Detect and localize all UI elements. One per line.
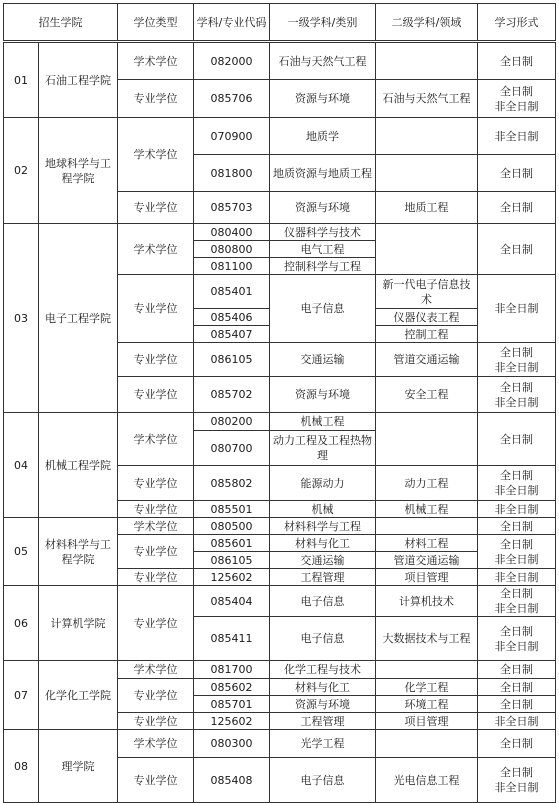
college-number: 04 [4,413,39,518]
mode-cell: 非全日制 [478,275,556,343]
header-college: 招生学院 [4,4,118,42]
level2-cell: 管道交通运输 [376,552,478,569]
degree-type-cell: 专业学位 [118,343,194,377]
level2-cell: 动力工程 [376,466,478,501]
college-name: 材料科学与工程学院 [39,518,118,586]
code-cell: 125602 [194,569,270,586]
code-cell: 085408 [194,758,270,803]
level2-cell: 化学工程 [376,679,478,696]
admissions-table [3,3,556,803]
mode-cell: 全日制 非全日制 [478,758,556,803]
code-cell: 080800 [194,241,270,258]
level2-cell: 机械工程 [376,501,478,518]
mode-cell: 非全日制 [478,118,556,155]
level1-cell: 资源与环境 [270,377,376,413]
level1-cell: 石油与天然气工程 [270,42,376,80]
level1-cell: 光学工程 [270,730,376,758]
mode-cell: 全日制 [478,155,556,192]
level1-cell: 资源与环境 [270,192,376,224]
mode-cell: 全日制 非全日制 [478,535,556,569]
level2-cell: 光电信息工程 [376,758,478,803]
degree-type-cell: 专业学位 [118,679,194,713]
table-row [4,586,556,617]
level1-cell: 交通运输 [270,343,376,377]
code-cell: 125602 [194,713,270,730]
mode-cell: 全日制 [478,661,556,679]
college-name: 石油工程学院 [39,42,118,118]
code-cell: 085703 [194,192,270,224]
header-level2: 二级学科/领域 [376,4,478,42]
code-cell: 086105 [194,343,270,377]
level1-cell: 电子信息 [270,586,376,617]
level1-cell: 电子信息 [270,617,376,661]
degree-type-cell: 专业学位 [118,275,194,343]
mode-cell: 全日制 非全日制 [478,466,556,501]
mode-cell: 非全日制 [478,569,556,586]
code-cell: 085411 [194,617,270,661]
level1-cell: 交通运输 [270,552,376,569]
level2-cell [376,413,478,466]
code-cell: 085401 [194,275,270,309]
level2-cell: 地质工程 [376,192,478,224]
table-row [4,661,556,679]
level2-cell: 管道交通运输 [376,343,478,377]
mode-cell: 非全日制 [478,501,556,518]
code-cell: 085404 [194,586,270,617]
code-cell: 080300 [194,730,270,758]
level1-cell: 工程管理 [270,569,376,586]
degree-type-cell: 学术学位 [118,518,194,535]
college-name: 地球科学与工程学院 [39,118,118,224]
level1-cell: 能源动力 [270,466,376,501]
college-number: 05 [4,518,39,586]
table-row [4,224,556,241]
level1-cell: 地质资源与地质工程 [270,155,376,192]
code-cell: 070900 [194,118,270,155]
level2-cell [376,118,478,155]
level2-cell [376,224,478,275]
mode-cell: 全日制 [478,696,556,713]
mode-cell: 全日制 [478,518,556,535]
college-name: 化学化工学院 [39,661,118,730]
header-mode: 学习形式 [478,4,556,42]
table-row [4,42,556,80]
level1-cell: 电子信息 [270,758,376,803]
code-cell: 085406 [194,309,270,326]
level2-cell: 石油与天然气工程 [376,80,478,118]
level2-cell [376,155,478,192]
degree-type-cell: 专业学位 [118,80,194,118]
degree-type-cell: 专业学位 [118,501,194,518]
mode-cell: 全日制 非全日制 [478,377,556,413]
level1-cell: 化学工程与技术 [270,661,376,679]
level1-cell: 工程管理 [270,713,376,730]
college-name: 电子工程学院 [39,224,118,413]
mode-cell: 全日制 [478,224,556,275]
college-name: 机械工程学院 [39,413,118,518]
mode-cell: 非全日制 [478,713,556,730]
level1-cell: 资源与环境 [270,80,376,118]
degree-type-cell: 学术学位 [118,224,194,275]
level2-cell: 项目管理 [376,569,478,586]
mode-cell: 全日制 [478,192,556,224]
level2-cell [376,730,478,758]
college-number: 03 [4,224,39,413]
college-number: 06 [4,586,39,661]
code-cell: 080500 [194,518,270,535]
code-cell: 085407 [194,326,270,343]
mode-cell: 全日制 非全日制 [478,343,556,377]
table-row [4,730,556,758]
level1-cell: 仪器科学与技术 [270,224,376,241]
level1-cell: 机械 [270,501,376,518]
college-number: 07 [4,661,39,730]
header-row [4,4,556,42]
degree-type-cell: 专业学位 [118,569,194,586]
level1-cell: 材料与化工 [270,679,376,696]
degree-type-cell: 专业学位 [118,713,194,730]
header-level1: 一级学科/类别 [270,4,376,42]
degree-type-cell: 学术学位 [118,413,194,466]
degree-type-cell: 学术学位 [118,42,194,80]
header-degree-type: 学位类型 [118,4,194,42]
level1-cell: 地质学 [270,118,376,155]
level2-cell: 新一代电子信息技术 [376,275,478,309]
level2-cell: 仪器仪表工程 [376,309,478,326]
level2-cell: 项目管理 [376,713,478,730]
degree-type-cell: 专业学位 [118,377,194,413]
level1-cell: 材料与化工 [270,535,376,552]
table-row [4,518,556,535]
level2-cell [376,518,478,535]
mode-cell: 全日制 [478,413,556,466]
code-cell: 085802 [194,466,270,501]
level1-cell: 电气工程 [270,241,376,258]
code-cell: 085501 [194,501,270,518]
degree-type-cell: 专业学位 [118,758,194,803]
code-cell: 085701 [194,696,270,713]
code-cell: 080200 [194,413,270,431]
code-cell: 085706 [194,80,270,118]
level2-cell: 大数据技术与工程 [376,617,478,661]
code-cell: 086105 [194,552,270,569]
college-number: 08 [4,730,39,803]
college-name: 理学院 [39,730,118,803]
header-code: 学科/专业代码 [194,4,270,42]
college-number: 01 [4,42,39,118]
code-cell: 081100 [194,258,270,275]
college-number: 02 [4,118,39,224]
admissions-table-container [3,3,556,803]
level2-cell: 材料工程 [376,535,478,552]
degree-type-cell: 学术学位 [118,118,194,192]
mode-cell: 全日制 非全日制 [478,80,556,118]
level2-cell: 环境工程 [376,696,478,713]
mode-cell: 全日制 [478,42,556,80]
code-cell: 082000 [194,42,270,80]
degree-type-cell: 专业学位 [118,535,194,569]
level2-cell [376,42,478,80]
degree-type-cell: 专业学位 [118,466,194,501]
table-row [4,413,556,431]
code-cell: 081800 [194,155,270,192]
level1-cell: 资源与环境 [270,696,376,713]
mode-cell: 全日制 [478,679,556,696]
level2-cell: 计算机技术 [376,586,478,617]
level1-cell: 电子信息 [270,275,376,343]
level2-cell [376,661,478,679]
level1-cell: 动力工程及工程热物理 [270,431,376,466]
level1-cell: 材料科学与工程 [270,518,376,535]
degree-type-cell: 学术学位 [118,730,194,758]
degree-type-cell: 学术学位 [118,661,194,679]
mode-cell: 全日制 非全日制 [478,617,556,661]
code-cell: 081700 [194,661,270,679]
mode-cell: 全日制 非全日制 [478,586,556,617]
table-row [4,118,556,155]
code-cell: 085601 [194,535,270,552]
degree-type-cell: 专业学位 [118,192,194,224]
code-cell: 080400 [194,224,270,241]
code-cell: 085602 [194,679,270,696]
level2-cell: 安全工程 [376,377,478,413]
mode-cell: 全日制 [478,730,556,758]
code-cell: 080700 [194,431,270,466]
degree-type-cell: 专业学位 [118,586,194,661]
level2-cell: 控制工程 [376,326,478,343]
college-name: 计算机学院 [39,586,118,661]
level1-cell: 控制科学与工程 [270,258,376,275]
code-cell: 085702 [194,377,270,413]
level1-cell: 机械工程 [270,413,376,431]
